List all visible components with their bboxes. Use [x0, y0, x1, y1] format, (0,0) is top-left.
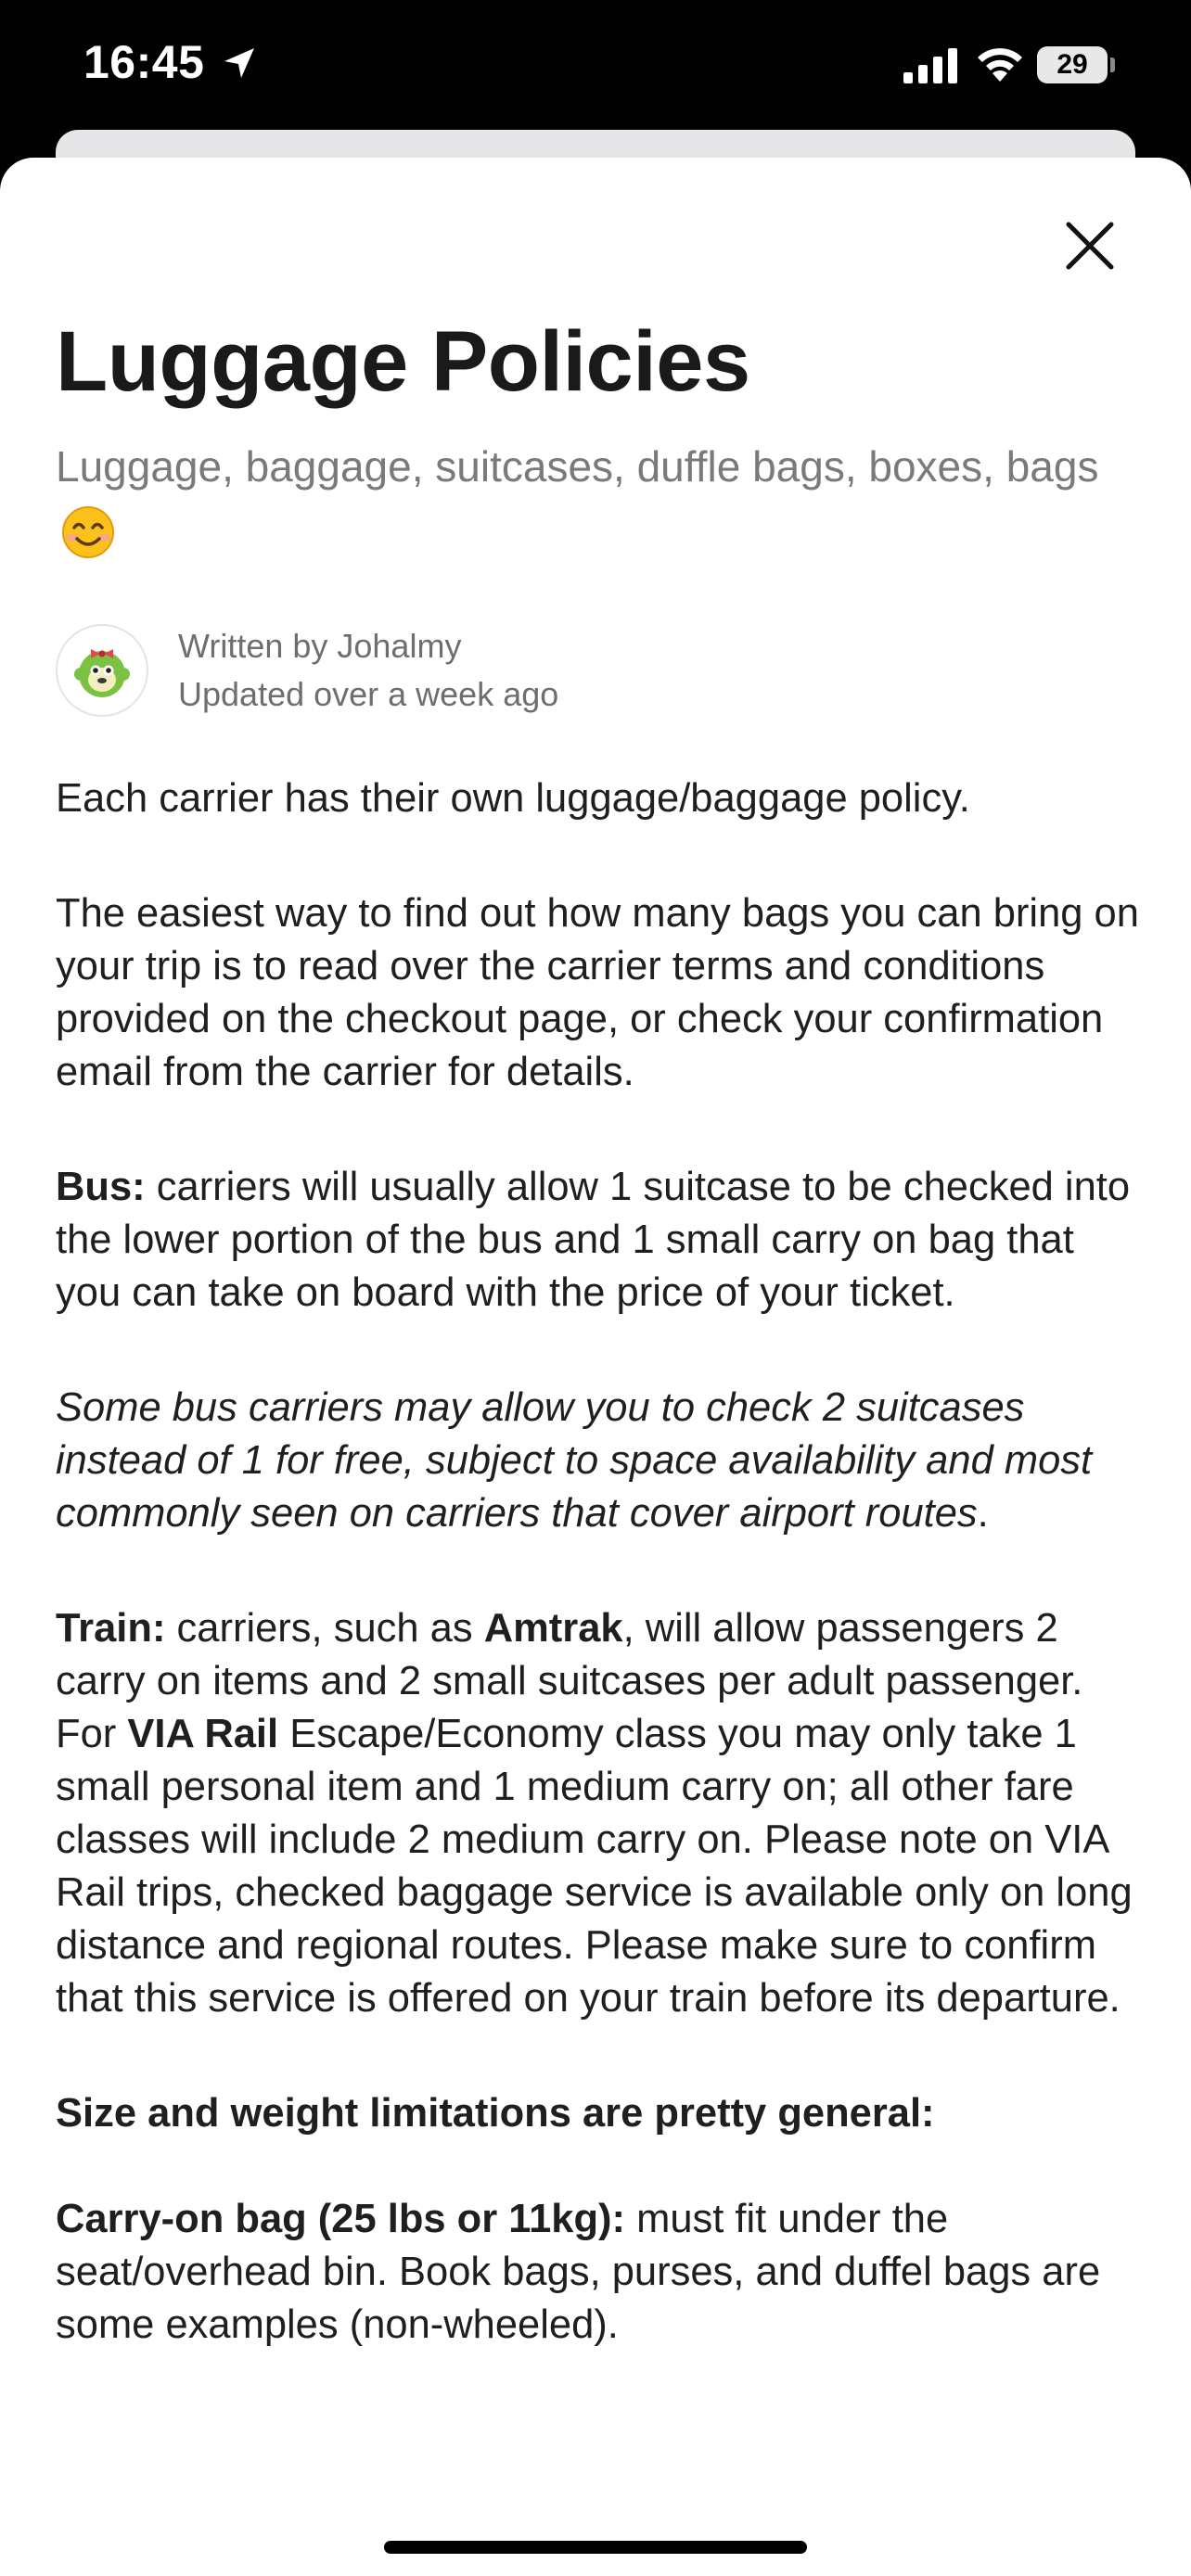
status-bar [0, 0, 1191, 130]
author-name: Written by Johalmy [178, 627, 462, 666]
paragraph-bus-note [56, 1382, 1141, 1540]
battery-indicator: 29 [1037, 46, 1108, 83]
via-rail-label: VIA Rail [127, 1712, 279, 1757]
paragraph-carry-on [56, 2193, 1141, 2352]
article-body [56, 772, 1141, 2352]
bus-note-end: . [977, 1491, 989, 1537]
bus-label: Bus: [56, 1165, 146, 1210]
smiling-face-emoji-icon [61, 505, 115, 559]
article-subtitle-text: Luggage, baggage, suitcases, duffle bags, boxes, bags [56, 442, 1099, 491]
home-indicator[interactable] [384, 2541, 807, 2554]
article-sheet [0, 158, 1191, 2576]
cellular-signal-icon [902, 46, 959, 83]
article-subtitle [56, 433, 1141, 567]
carry-on-text: must fit under the seat/overhead bin. Book bags, purses, and duffel bags are some examples (non-wheeled). [56, 2197, 1101, 2348]
train-text-3: Escape/Economy class you may only take 1 small personal item and 1 medium carry on; all other fare classes will include 2 medium carry on. Please note on VIA Rail trips, checked baggage service is available only on long distance and regional routes. Please make sure to confirm that this service is offered on your train before its departure. [56, 1712, 1133, 2021]
close-button[interactable] [1048, 204, 1132, 287]
paragraph-easiest-way: The easiest way to find out how many bags you can bring on your trip is to read over the carrier terms and conditions provided on the checkout page, or check your confirmation email from the carrier for details. [56, 891, 1139, 1095]
author-meta [178, 622, 558, 719]
train-text-1: carriers, such as [165, 1606, 484, 1651]
train-text-2: , will allow passengers 2 carry on items and 2 small suitcases per adult passenger. For [56, 1606, 1083, 1757]
close-icon [1064, 220, 1116, 272]
article-content [56, 315, 1141, 2414]
status-time: 16:45 [83, 36, 205, 88]
author-row [56, 622, 1141, 719]
train-label: Train: [56, 1606, 166, 1651]
paragraph-bus [56, 1161, 1141, 1320]
monkey-avatar-icon [69, 637, 135, 704]
paragraph-intro: Each carrier has their own luggage/baggage policy. [56, 776, 970, 822]
carry-on-label: Carry-on bag (25 lbs or 11kg): [56, 2197, 625, 2242]
author-avatar [56, 624, 148, 717]
updated-date: Updated over a week ago [178, 675, 559, 714]
article-title: Luggage Policies [56, 314, 750, 409]
paragraph-train [56, 1602, 1141, 2025]
bus-text: carriers will usually allow 1 suitcase to be checked into the lower portion of the bus and 1 small carry on bag that you can take on board with the price of your ticket. [56, 1165, 1131, 1316]
bus-note: Some bus carriers may allow you to check 2 suitcases instead of 1 for free, subject to space availability and most commonly seen on carriers that cover airport routes [56, 1385, 1093, 1537]
size-weight-heading-text: Size and weight limitations are pretty general: [56, 2091, 935, 2136]
size-weight-heading [56, 2087, 1141, 2140]
battery-tip [1110, 57, 1115, 72]
location-arrow-icon [221, 45, 258, 82]
amtrak-label: Amtrak [483, 1606, 623, 1651]
wifi-icon [974, 43, 1026, 83]
